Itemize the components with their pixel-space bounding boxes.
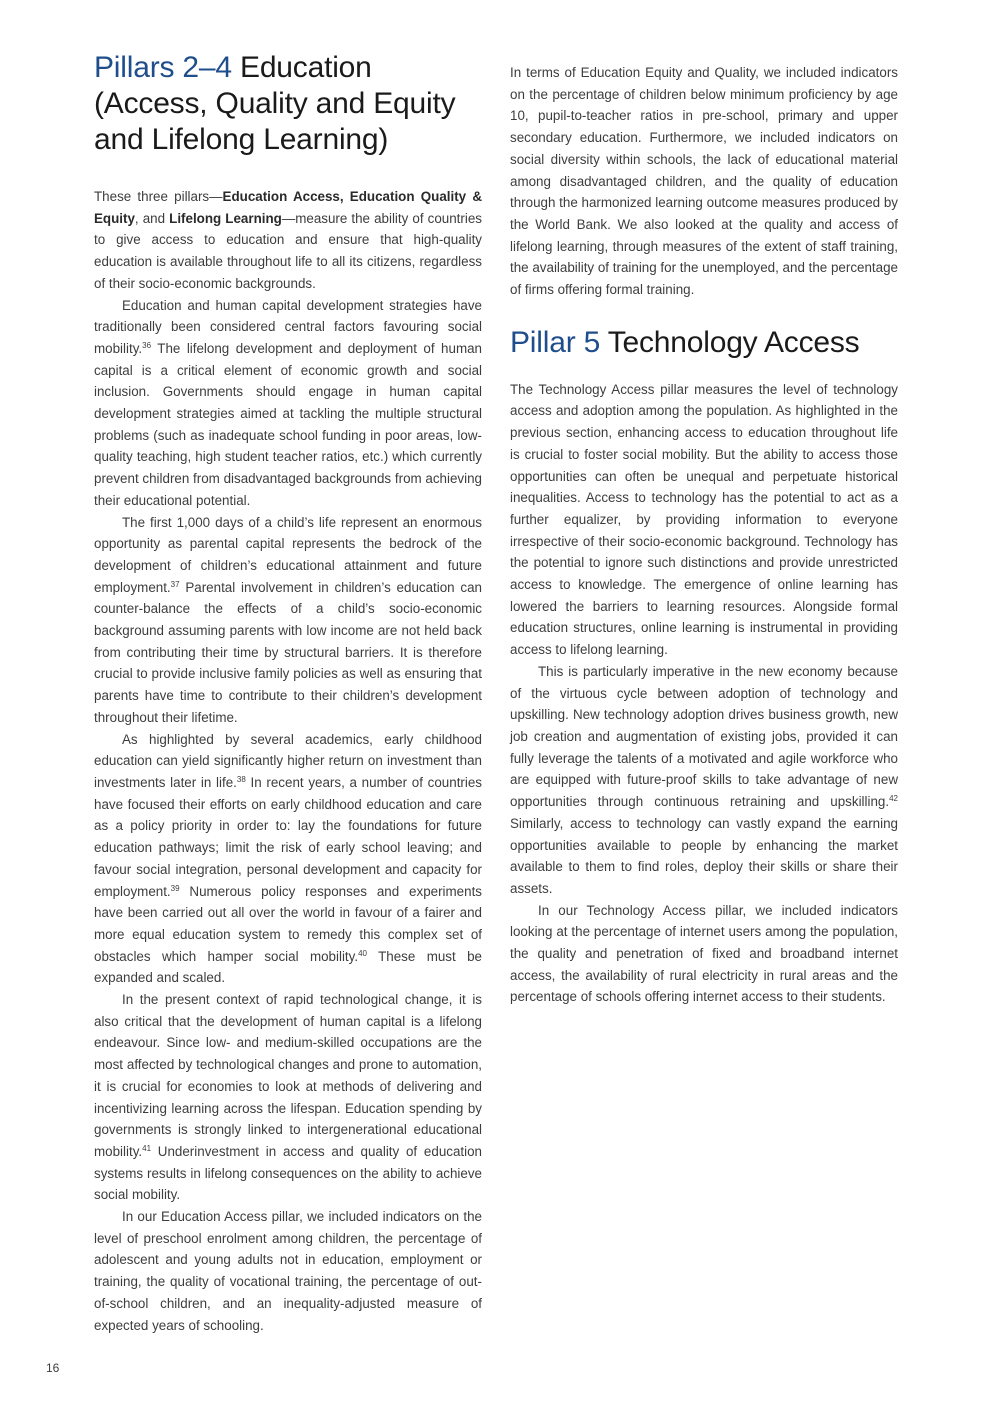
heading-subtitle: (Access, Quality and Equity and Lifelong Learning)	[94, 87, 456, 156]
paragraph: In the present context of rapid technological change, it is also critical that the development of human capital is a lifelong endeavour. Since low- and medium-skilled occupations are the most affected by technological changes and prone to automation, it is crucial for economies to look at methods of delivering and incentivizing learning across the lifespan. Education spending by governments is strongly linked to intergenerational educational mobility.$^{41}$ Underinvestment in access and quality of education systems results in lifelong consequences on the ability to achieve social mobility.	[94, 992, 482, 1203]
paragraph: Education and human capital development strategies have traditionally been considered central factors favouring social mobility.$^{36}$ The lifelong development and deployment of human capital is a critical element of economic growth and social inclusion. Governments should engage in human capital development strategies aimed at tackling the multiple structural problems (such as inadequate school funding in poor areas, low-quality teaching, high student teacher ratios, etc.) which currently prevent children from disadvantaged backgrounds from achieving their educational potential.	[94, 297, 482, 508]
paragraph: This is particularly imperative in the new economy because of the virtuous cycle between adoption of technology and upskilling. New technology adoption drives business growth, new job creation and augmentation of existing jobs, provided it can fully leverage the talents of a motivated and agile workforce who are equipped with future-proof skills to take advantage of new opportunities through continuous retraining and upskilling.$^{42}$ Similarly, access to technology can vastly expand the earning opportunities available to people by enhancing the market available to them to find roles, deploy their skills or share their assets.	[510, 663, 898, 896]
footnote-ref: 39	[170, 883, 180, 893]
heading-accent: Pillar 5	[510, 325, 601, 359]
paragraph: The first 1,000 days of a child’s life represent an enormous opportunity as parental capital represents the bedrock of the development of children’s educational attainment and future employment.$^{37}$ Parental involvement in children’s education can counter-balance the effects of a child’s socio-economic background assuming parents with low income are not held back from contributing their time by structural barriers. It is therefore crucial to provide inclusive family policies as well as ensuring that parents have time to contribute to their children’s development throughout their lifetime.	[94, 514, 482, 725]
paragraph: As highlighted by several academics, early childhood education can yield significantly higher return on investment than investments later in life.$^{38}$ In recent years, a number of countries have focused their efforts on early childhood education and care as a policy priority in order to: lay the foundations for future education pathways; limit the risk of early school leaving; and favour social integration, personal development and capacity for employment.$^{39}$ Numerous policy responses and experiments have been carried out all over the world in favour of a fairer and more equal education system to remedy this complex set of obstacles which hamper social mobility.$^{40}$ These must be expanded and scaled.	[94, 731, 483, 986]
section-heading-pillars-2-4	[94, 50, 482, 158]
right-column	[510, 62, 898, 1008]
section-heading-pillar-5	[510, 325, 898, 361]
footnote-ref: 38	[236, 774, 246, 784]
footnote-ref: 41	[142, 1143, 152, 1153]
heading-title: Technology Access	[600, 325, 860, 359]
paragraph: In terms of Education Equity and Quality, we included indicators on the percentage of children below minimum proficiency by age 10, pupil-to-teacher ratios in pre-school, primary and upper secondary education. Furthermore, we included indicators on social diversity within schools, the lack of educational material among disadvantaged children, and the quality of education through the harmonized learning outcome measures produced by the World Bank. We also looked at the quality and access of lifelong learning, through measures of the extent of staff training, the availability of training for the unemployed, and the percentage of firms offering formal training.	[510, 65, 898, 298]
paragraph: The Technology Access pillar measures the level of technology access and adoption among the population. As highlighted in the previous section, enhancing access to education throughout life is crucial to foster social mobility. But the ability to access those opportunities can often be unequal and perpetuate historical inequalities. Access to technology has the potential to act as a further equalizer, by providing information to everyone irrespective of their socio-economic background. Technology has the potential to ignore such distinctions and provide unrestricted access to knowledge. The emergence of online learning has lowered the barriers to learning resources. Alongside formal education structures, online learning is instrumental in providing access to lifelong learning.	[510, 381, 898, 658]
footnote-ref: 36	[142, 340, 152, 350]
footnote-ref: 40	[358, 948, 367, 958]
paragraph: In our Technology Access pillar, we included indicators looking at the percentage of internet users among the population, the quality and penetration of fixed and broadband internet access, the availability of rural electricity in rural areas and the percentage of schools offering internet access to their students.	[510, 902, 898, 1005]
footnote-ref: 37	[170, 579, 180, 589]
paragraph: In our Education Access pillar, we included indicators on the level of preschool enrolment among children, the percentage of adolescent and young adults not in education, employment or training, the quality of vocational training, the percentage of out-of-school children, and an inequality-adjusted measure of expected years of schooling.	[94, 1209, 482, 1333]
intro-paragraph: These three pillars—Education Access, Education Quality & Equity, and Lifelong Learning—measure the ability of countries to give access to education and ensure that high-quality education is available throughout life to all its citizens, regardless of their socio-economic backgrounds.	[94, 189, 482, 291]
heading-accent: Pillars 2–4	[94, 51, 232, 84]
page-number: 16	[46, 1361, 60, 1375]
footnote-ref: 42	[889, 794, 898, 804]
left-column	[94, 50, 482, 1336]
heading-title: Education	[231, 51, 372, 84]
